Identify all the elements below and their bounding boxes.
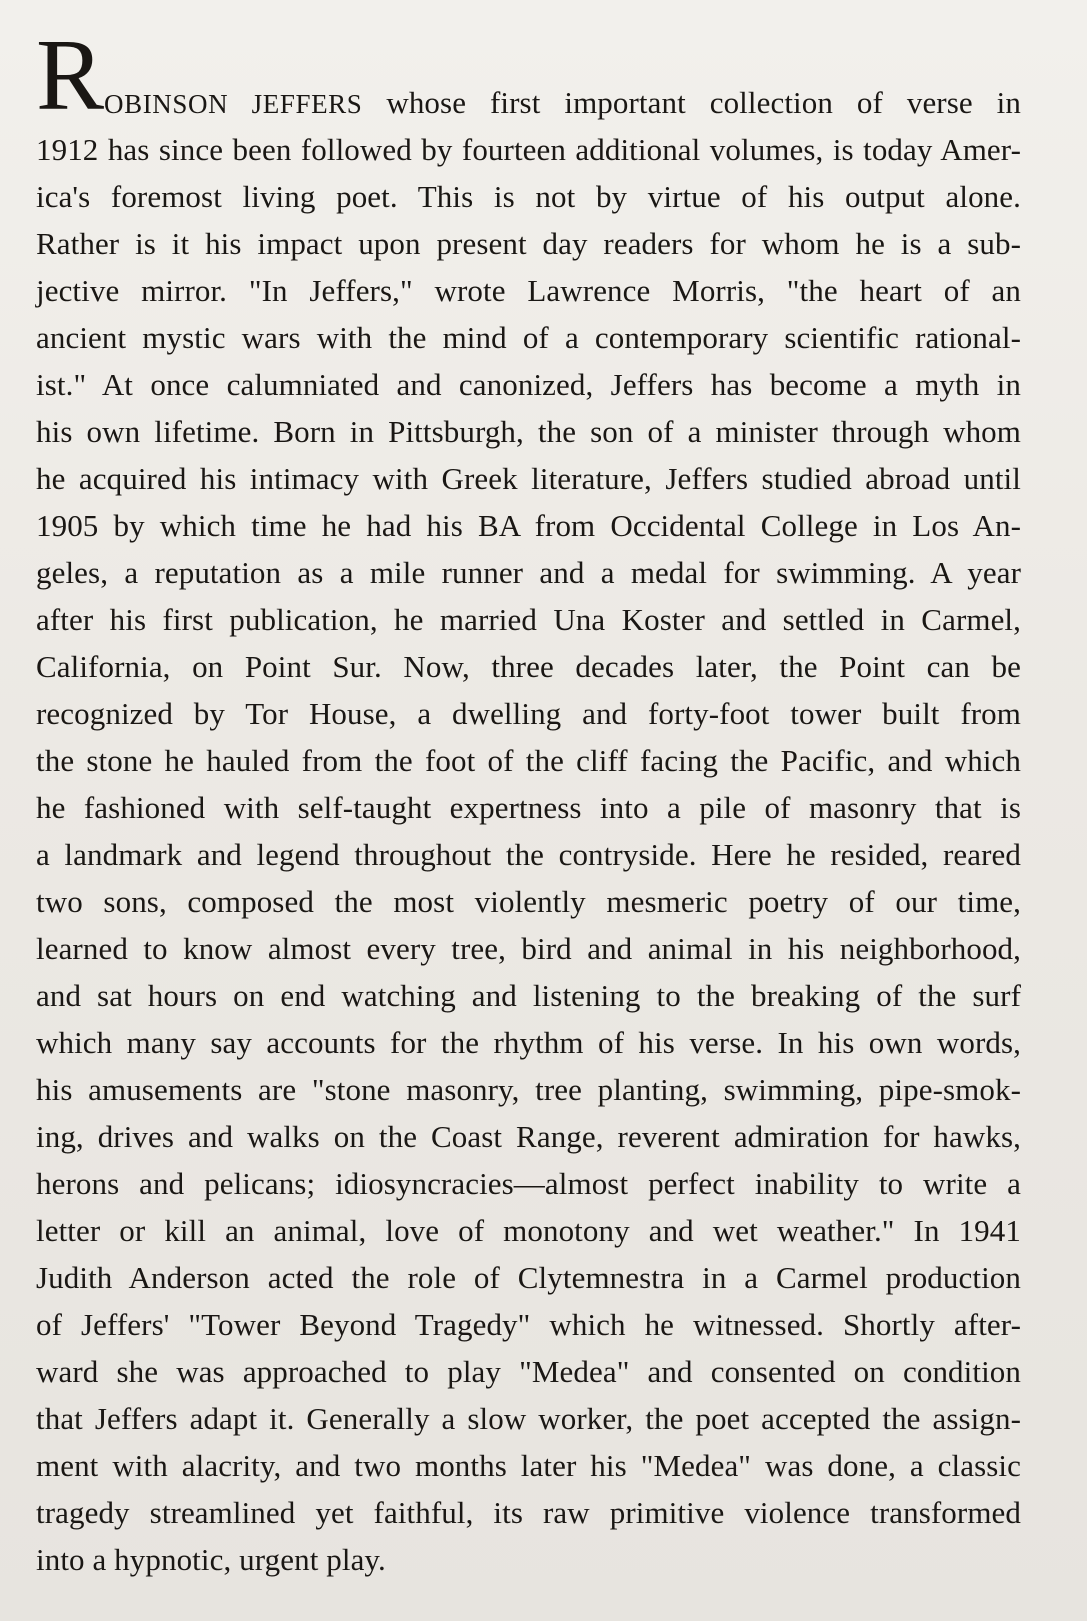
opening-line-text bbox=[104, 79, 1021, 126]
text-line: 1905 by which time he had his BA from Occidental College in Los An- bbox=[36, 508, 1021, 543]
text-line: ing, drives and walks on the Coast Range, reverent admiration for hawks, bbox=[36, 1119, 1021, 1154]
text-line: herons and pelicans; idiosyncracies—almost perfect inability to write a bbox=[36, 1166, 1021, 1201]
text-line: his amusements are "stone masonry, tree planting, swimming, pipe-smok- bbox=[36, 1072, 1021, 1107]
text-line: tragedy streamlined yet faithful, its raw primitive violence transformed bbox=[36, 1495, 1021, 1530]
text-line: he fashioned with self-taught expertness into a pile of masonry that is bbox=[36, 790, 1021, 825]
text-line: ancient mystic wars with the mind of a contemporary scientific rational- bbox=[36, 320, 1021, 355]
text-line: Judith Anderson acted the role of Clytemnestra in a Carmel production bbox=[36, 1260, 1021, 1295]
text-line: ica's foremost living poet. This is not by virtue of his output alone. bbox=[36, 179, 1021, 214]
text-line: his own lifetime. Born in Pittsburgh, the son of a minister through whom bbox=[36, 414, 1021, 449]
text-line: the stone he hauled from the foot of the cliff facing the Pacific, and which bbox=[36, 743, 1021, 778]
text-line: a landmark and legend throughout the contryside. Here he resided, reared bbox=[36, 837, 1021, 872]
text-line: into a hypnotic, urgent play. bbox=[36, 1542, 386, 1577]
text-line: ward she was approached to play "Medea" and consented on condition bbox=[36, 1354, 1021, 1389]
biography-paragraph bbox=[36, 19, 1021, 1583]
text-line: of Jeffers' "Tower Beyond Tragedy" which he witnessed. Shortly after- bbox=[36, 1307, 1021, 1342]
opening-small-caps: OBINSON JEFFERS bbox=[104, 89, 363, 119]
text-line: ist." At once calumniated and canonized, Jeffers has become a myth in bbox=[36, 367, 1021, 402]
text-line: letter or kill an animal, love of monotony and wet weather." In 1941 bbox=[36, 1213, 1021, 1248]
text-line: Rather is it his impact upon present day readers for whom he is a sub- bbox=[36, 226, 1021, 261]
text-line: jective mirror. "In Jeffers," wrote Lawrence Morris, "the heart of an bbox=[36, 273, 1021, 308]
text-line: after his first publication, he married Una Koster and settled in Carmel, bbox=[36, 602, 1021, 637]
drop-cap: R bbox=[36, 19, 105, 132]
text-line: that Jeffers adapt it. Generally a slow worker, the poet accepted the assign- bbox=[36, 1401, 1021, 1436]
text-line: California, on Point Sur. Now, three decades later, the Point can be bbox=[36, 649, 1021, 684]
text-line: he acquired his intimacy with Greek literature, Jeffers studied abroad until bbox=[36, 461, 1021, 496]
opening-rest: whose first important collection of verse in bbox=[386, 85, 1021, 120]
text-line: ment with alacrity, and two months later his "Medea" was done, a classic bbox=[36, 1448, 1021, 1483]
text-line: two sons, composed the most violently mesmeric poetry of our time, bbox=[36, 884, 1021, 919]
text-line: geles, a reputation as a mile runner and a medal for swimming. A year bbox=[36, 555, 1021, 590]
opening-line bbox=[36, 19, 1021, 132]
text-line: and sat hours on end watching and listening to the breaking of the surf bbox=[36, 978, 1021, 1013]
text-line: recognized by Tor House, a dwelling and forty-foot tower built from bbox=[36, 696, 1021, 731]
text-line: learned to know almost every tree, bird and animal in his neighborhood, bbox=[36, 931, 1021, 966]
text-line: 1912 has since been followed by fourteen additional volumes, is today Amer- bbox=[36, 132, 1021, 167]
text-line: which many say accounts for the rhythm of his verse. In his own words, bbox=[36, 1025, 1021, 1060]
